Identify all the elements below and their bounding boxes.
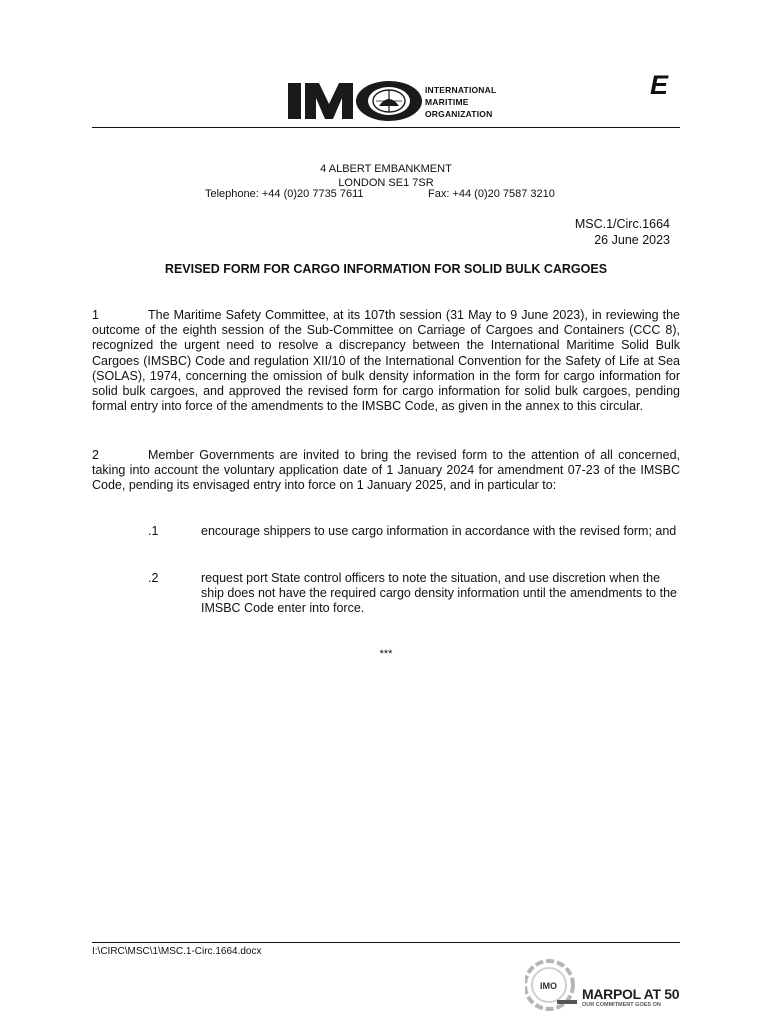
org-line: ORGANIZATION (425, 109, 493, 119)
paragraph-number: 1 (92, 308, 99, 322)
paragraph-text: The Maritime Safety Committee, at its 107th session (31 May to 9 June 2023), in reviewing the outcome of the eighth session of the Sub-Committee on Carriage of Cargoes and Containers (CCC 8), recognized the urgent need to resolve a discrepancy between the International Maritime Solid Bulk Cargoes (IMSBC) Code and regulation XII/10 of the International Convention for the Safety of Life at Sea (SOLAS), 1974, concerning the omission of bulk density information in the form for cargo information for solid bulk cargoes, and approved the revised form for cargo information for solid bulk cargoes, pending formal entry into force of the amendments to the IMSBC Code, as given in the annex to this circular. (92, 308, 680, 414)
section-separator: *** (379, 648, 393, 660)
address-city: LONDON SE1 7SR (338, 176, 434, 189)
file-path: I:\CIRC\MSC\1\MSC.1-Circ.1664.docx (92, 946, 262, 957)
paragraph-number: 2 (92, 448, 99, 462)
marpol-title: MARPOL AT 50 (582, 986, 680, 1002)
language-mark: E (650, 70, 669, 100)
organization-name (425, 84, 496, 120)
badge-logo-text: IMO (540, 981, 557, 991)
list-item-number: .1 (148, 524, 159, 538)
footer-divider (92, 942, 680, 943)
paragraph-1 (92, 308, 680, 414)
telephone: Telephone: +44 (0)20 7735 7611 (205, 188, 364, 200)
address-street: 4 ALBERT EMBANKMENT (320, 163, 452, 175)
org-line: MARITIME (425, 97, 469, 107)
header-divider (92, 127, 680, 128)
marpol-tagline: OUR COMMITMENT GOES ON (582, 1002, 661, 1008)
document-title: REVISED FORM FOR CARGO INFORMATION FOR SOLID BULK CARGOES (164, 262, 608, 276)
list-item-text: encourage shippers to use cargo information in accordance with the revised form; and (201, 524, 677, 538)
document-date: 26 June 2023 (594, 233, 670, 247)
paragraph-2 (92, 448, 680, 494)
paragraph-text: Member Governments are invited to bring the revised form to the attention of all concerned, taking into account the voluntary application date of 1 January 2024 for amendment 07-23 of the IMSBC Code, pending its envisaged entry into force on 1 January 2025, and in particular to: (92, 448, 680, 493)
org-line: INTERNATIONAL (425, 85, 497, 95)
document-number: MSC.1/Circ.1664 (574, 217, 670, 231)
fax: Fax: +44 (0)20 7587 3210 (428, 188, 555, 200)
document-reference (575, 216, 670, 248)
address-block (92, 163, 680, 190)
list-item-number: .2 (148, 571, 159, 585)
list-item-text: request port State control officers to note the situation, and use discretion when the ship does not have the required cargo density information until the amendments to the IMSBC Code enter into force. (201, 571, 677, 616)
